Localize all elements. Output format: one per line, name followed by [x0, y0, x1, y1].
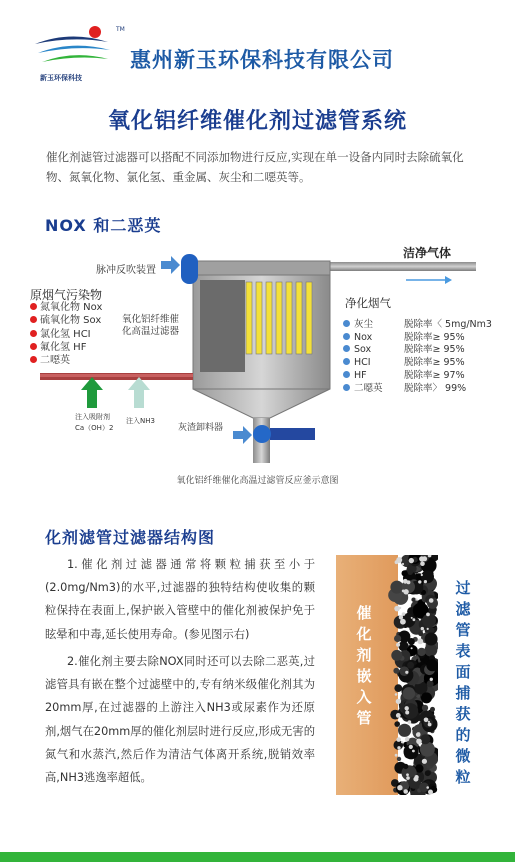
- particle: [397, 757, 401, 761]
- particle-highlight: [421, 574, 423, 576]
- reactor-hopper: [193, 389, 330, 418]
- trademark-mark: TM: [116, 26, 125, 33]
- list-item: 二噁英: [30, 354, 102, 367]
- particle-highlight: [413, 777, 418, 782]
- outlet-pipe: [320, 262, 476, 271]
- particle: [425, 770, 431, 776]
- particle-highlight: [416, 732, 421, 737]
- list-item: 氯化氢 HCI: [30, 328, 102, 341]
- list-item: 氟化氢 HF: [30, 341, 102, 354]
- particle: [394, 721, 400, 727]
- particle: [418, 631, 423, 636]
- particle: [407, 569, 413, 575]
- particle-highlight: [411, 647, 413, 649]
- particle-highlight: [422, 759, 427, 764]
- particle: [398, 724, 411, 737]
- bullet-icon: [343, 345, 350, 352]
- particle-highlight: [424, 580, 427, 583]
- particle-highlight: [428, 723, 432, 727]
- bullet-icon: [343, 384, 350, 391]
- particle-highlight: [417, 638, 423, 644]
- particle-highlight: [406, 773, 409, 776]
- company-name: 惠州新玉环保科技有限公司: [130, 48, 394, 72]
- particle: [422, 705, 428, 711]
- particle-highlight: [403, 789, 408, 794]
- diagram-caption: 氧化铝纤维催化高温过滤管反应釜示意图: [176, 476, 339, 486]
- pollutant-list: [30, 301, 102, 367]
- particle: [411, 598, 415, 602]
- particle: [427, 680, 434, 687]
- particle-highlight: [409, 745, 413, 749]
- particles-label: 过滤管表面捕获的微粒: [455, 579, 471, 786]
- particle-highlight: [413, 618, 416, 621]
- particle-highlight: [395, 693, 398, 696]
- bullet-icon: [30, 316, 37, 323]
- purified-gas-label: 净化烟气: [345, 296, 391, 310]
- particle: [394, 635, 401, 642]
- particle-highlight: [427, 628, 429, 630]
- bullet-icon: [30, 330, 37, 337]
- reactor-diagram: [0, 240, 515, 510]
- particle: [420, 742, 435, 757]
- particle-highlight: [405, 706, 409, 710]
- particle-highlight: [400, 619, 406, 625]
- bullet-icon: [343, 333, 350, 340]
- particle-highlight: [408, 720, 412, 724]
- filter-label: 氧化铝纤维催 化高温过滤器: [122, 314, 180, 337]
- catalyst-label: 催化剂嵌入管: [356, 604, 372, 727]
- particle-highlight: [397, 785, 402, 790]
- list-item: Sox 脱除率≥ 95%: [343, 344, 492, 357]
- particle-highlight: [409, 558, 414, 563]
- particle: [417, 648, 425, 656]
- particle-highlight: [405, 711, 409, 715]
- particle: [407, 662, 414, 669]
- list-item: Nox 脱除率≥ 95%: [343, 332, 492, 345]
- bullet-icon: [30, 343, 37, 350]
- adsorbent-label: 注入吸附剂 Ca（OH）2: [75, 413, 114, 432]
- particle-highlight: [426, 786, 429, 789]
- particle: [402, 703, 418, 719]
- particle: [403, 687, 416, 700]
- particle: [394, 684, 402, 692]
- footer-bar: [0, 852, 515, 862]
- list-item: 灰尘 脱除率〈 5mg/Nm3: [343, 319, 492, 332]
- raw-gas-label: 原烟气污染物: [30, 288, 103, 302]
- ash-arrow: [233, 426, 252, 444]
- pulse-cylinder: [181, 254, 198, 284]
- particle-highlight: [421, 627, 424, 630]
- pulse-label: 脉冲反吹装置: [96, 265, 156, 276]
- particle-highlight: [405, 671, 408, 674]
- particle-highlight: [406, 776, 410, 780]
- particle-highlight: [428, 790, 433, 795]
- particle-highlight: [396, 643, 400, 647]
- particle: [402, 570, 408, 576]
- bullet-icon: [30, 303, 37, 310]
- paragraph-2: 2.催化剂主要去除NOX同时还可以去除二恶英,过滤管具有嵌在整个过滤壁中的,专有纳米级催化剂其为20mm厚,在过滤器的上游注入NH3或尿素作为还原剂,烟气在20mm厚的催化剂层时进行反应,形成无害的氮气和水蒸汽,然后作为清洁气体离开系统,脱销效率高,NH3逃逸率超低。: [45, 655, 315, 785]
- particle-highlight: [396, 699, 401, 704]
- particle-highlight: [430, 678, 433, 681]
- nh3-label: 注入NH3: [126, 417, 155, 425]
- particle-highlight: [429, 598, 434, 603]
- particle: [390, 581, 403, 594]
- bullet-icon: [343, 320, 350, 327]
- particle-highlight: [396, 713, 401, 718]
- particle-highlight: [396, 737, 401, 742]
- bullet-icon: [343, 371, 350, 378]
- particle: [421, 692, 432, 703]
- particle: [391, 650, 402, 661]
- list-item: HCI 脱除率≥ 95%: [343, 357, 492, 370]
- particle-highlight: [401, 741, 403, 743]
- particle: [393, 668, 399, 674]
- particle-highlight: [402, 612, 406, 616]
- particle-highlight: [419, 556, 424, 561]
- particle-highlight: [411, 617, 413, 619]
- particle-highlight: [416, 739, 422, 745]
- particle-highlight: [397, 746, 400, 749]
- nh3-arrow: [128, 377, 150, 408]
- list-item: 二噁英 脱除率〉 99%: [343, 383, 492, 396]
- ash-discharger: [270, 428, 315, 440]
- particle-highlight: [407, 581, 411, 585]
- particle-highlight: [395, 754, 398, 757]
- particle: [430, 707, 435, 712]
- particle-highlight: [402, 563, 404, 565]
- adsorbent-arrow: [81, 377, 103, 408]
- particle-highlight: [415, 598, 417, 600]
- bullet-icon: [343, 358, 350, 365]
- list-item: 硫氧化物 Sox: [30, 314, 102, 327]
- particle: [403, 764, 408, 769]
- particle: [421, 570, 434, 583]
- pulse-arrow: [161, 256, 180, 274]
- ash-label: 灰渣卸料器: [178, 423, 224, 433]
- logo-text: 新玉环保科技: [40, 74, 82, 82]
- bullet-icon: [30, 356, 37, 363]
- particle: [425, 633, 438, 646]
- filter-tubes: [246, 282, 312, 354]
- particle-highlight: [424, 718, 429, 723]
- section-heading-nox: NOX 和二恶英: [45, 216, 162, 235]
- filter-surface-image: [336, 555, 438, 795]
- particle-highlight: [396, 557, 402, 563]
- particle: [426, 659, 438, 671]
- particle-highlight: [402, 590, 405, 593]
- section-heading-structure: 化剂滤管过滤器结构图: [45, 528, 216, 547]
- list-item: 氮氧化物 Nox: [30, 301, 102, 314]
- particle-highlight: [394, 606, 400, 612]
- particle-highlight: [420, 561, 425, 566]
- particles-illustration: [336, 555, 438, 795]
- particle-highlight: [412, 750, 415, 753]
- particle-highlight: [405, 737, 409, 741]
- paragraph-1: 1.催化剂过滤器通常将颗粒捕获至小于(2.0mg/Nm3)的水平,过滤器的独特结构使收集的颗粒保持在表面上,保护嵌入管壁中的催化剂被保护免于眩晕和中毒,延长使用寿命。(参见图示右): [45, 558, 315, 641]
- particle-highlight: [428, 721, 430, 723]
- particle: [425, 644, 438, 657]
- list-item: HF 脱除率≥ 97%: [343, 370, 492, 383]
- intro-paragraph: 催化剂滤管过滤器可以搭配不同添加物进行反应,实现在单一设备内同时去除硫氧化物、氮氧化物、氯化氢、重金属、灰尘和二噁英等。: [46, 150, 464, 184]
- particle-highlight: [426, 613, 430, 617]
- page-title: 氧化铝纤维催化剂过滤管系统: [107, 109, 407, 134]
- particle-highlight: [418, 580, 421, 583]
- removal-list: [343, 319, 492, 395]
- clean-gas-label: 洁净气体: [403, 246, 452, 260]
- particle: [420, 734, 430, 744]
